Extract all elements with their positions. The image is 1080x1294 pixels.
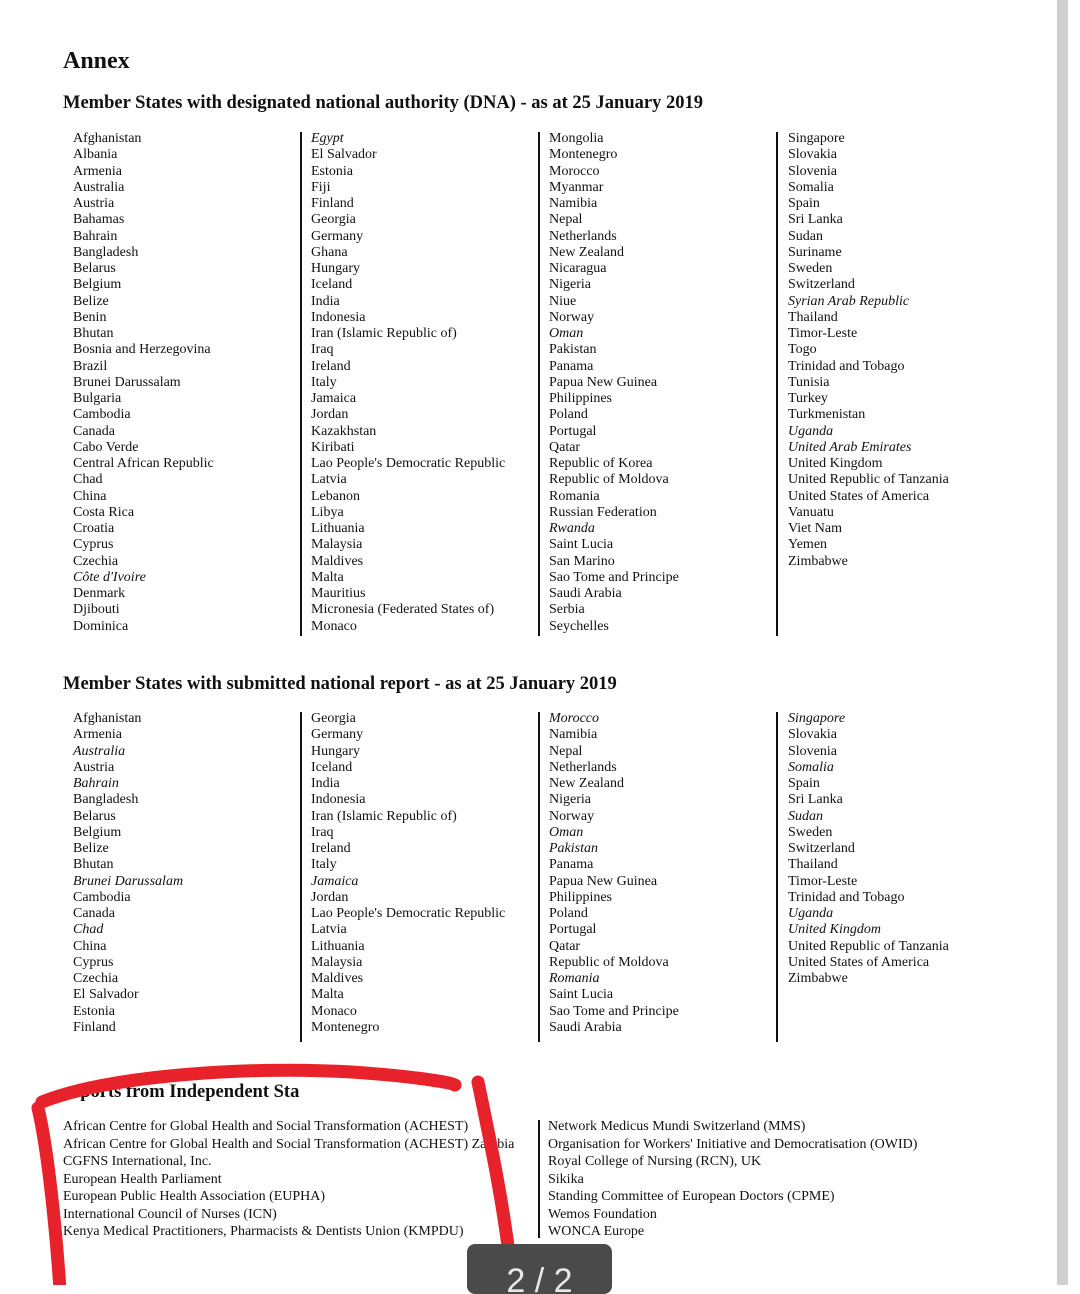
- scrollbar-thumb[interactable]: [1057, 0, 1068, 1285]
- country-item: Maldives: [311, 971, 364, 986]
- country-item: United Republic of Tanzania: [788, 472, 949, 488]
- country-item: Zimbabwe: [788, 553, 848, 569]
- country-item: Thailand: [788, 309, 838, 325]
- country-item: Sri Lanka: [788, 792, 843, 808]
- country-item: Kazakhstan: [311, 423, 377, 439]
- country-item: Saint Lucia: [549, 537, 614, 553]
- country-item: Libya: [311, 504, 344, 520]
- country-item: Lithuania: [311, 938, 365, 954]
- dna-column-2: [311, 131, 505, 635]
- country-item: Germany: [311, 727, 364, 743]
- stakeholder-report-item: Organisation for Workers' Initiative and Democratisation (OWID): [548, 1136, 918, 1152]
- country-item: Jordan: [311, 889, 349, 905]
- country-item: Cyprus: [73, 537, 114, 553]
- stakeholder-report-item: Wemos Foundation: [548, 1206, 657, 1222]
- country-item: Romania: [549, 488, 600, 504]
- country-item: Belarus: [73, 261, 116, 276]
- stakeholder-report-item: African Centre for Global Health and Social Transformation (ACHEST) Zambia: [63, 1136, 515, 1152]
- country-item: Slovenia: [788, 163, 837, 179]
- country-item: Egypt: [311, 131, 344, 146]
- country-item: Chad: [73, 922, 104, 938]
- country-item: Australia: [73, 743, 126, 759]
- stakeholder-report-item: Kenya Medical Practitioners, Pharmacists & Dentists Union (KMPDU): [63, 1224, 464, 1239]
- country-item: Bhutan: [73, 857, 114, 873]
- country-item: Costa Rica: [73, 504, 135, 520]
- stakeholder-report-item: International Council of Nurses (ICN): [63, 1206, 277, 1222]
- country-item: Maldives: [311, 553, 364, 569]
- country-item: Italy: [311, 857, 337, 873]
- country-item: Cambodia: [73, 889, 131, 905]
- country-item: Indonesia: [311, 309, 366, 325]
- country-item: China: [73, 488, 107, 504]
- independent-section-heading: eports from Independent Sta: [72, 1082, 300, 1102]
- country-item: Malaysia: [311, 954, 363, 970]
- column-divider: [538, 132, 540, 636]
- country-item: Lao People's Democratic Republic: [311, 456, 506, 471]
- country-item: Armenia: [73, 163, 122, 179]
- country-item: Sudan: [788, 808, 823, 824]
- country-item: Ireland: [311, 841, 351, 856]
- country-item: United States of America: [788, 488, 930, 504]
- country-item: Slovakia: [788, 727, 837, 743]
- country-item: Sao Tome and Principe: [549, 1003, 679, 1019]
- country-item: Jamaica: [311, 391, 357, 406]
- stakeholder-report-item: Standing Committee of European Doctors (CPME): [548, 1189, 835, 1204]
- country-item: Portugal: [549, 423, 597, 439]
- country-item: Sri Lanka: [788, 212, 843, 228]
- country-item: Papua New Guinea: [549, 873, 658, 889]
- page-title: Annex: [63, 48, 130, 74]
- country-item: Suriname: [788, 244, 842, 260]
- country-item: Belgium: [73, 824, 122, 840]
- country-item: Saint Lucia: [549, 987, 614, 1003]
- country-item: Austria: [73, 196, 115, 211]
- country-item: Montenegro: [311, 1019, 380, 1035]
- country-item: Jordan: [311, 407, 349, 423]
- country-item: Malta: [311, 987, 344, 1003]
- country-item: Dominica: [73, 618, 129, 634]
- country-item: Rwanda: [549, 521, 595, 536]
- country-item: Morocco: [549, 163, 600, 179]
- stakeholder-report-item: CGFNS International, Inc.: [63, 1154, 212, 1169]
- country-item: Hungary: [311, 743, 360, 759]
- country-item: Namibia: [549, 196, 598, 211]
- country-item: Saudi Arabia: [549, 1019, 622, 1035]
- country-item: Philippines: [549, 889, 613, 905]
- reports-section-heading: Member States with submitted national report - as at 25 January 2019: [63, 674, 617, 694]
- country-item: Armenia: [73, 727, 122, 743]
- country-item: New Zealand: [549, 776, 625, 791]
- country-item: India: [311, 776, 340, 791]
- country-item: Albania: [73, 147, 118, 163]
- country-item: Trinidad and Tobago: [788, 889, 905, 905]
- country-item: Switzerland: [788, 277, 855, 293]
- country-item: Yemen: [788, 537, 828, 553]
- country-item: Turkmenistan: [788, 407, 866, 423]
- country-item: Malta: [311, 569, 344, 585]
- country-item: Cambodia: [73, 407, 131, 423]
- country-item: Saudi Arabia: [549, 586, 622, 601]
- country-item: United Arab Emirates: [788, 439, 912, 455]
- column-divider: [776, 132, 778, 636]
- country-item: Malaysia: [311, 537, 363, 553]
- dna-section-heading: Member States with designated national authority (DNA) - as at 25 January 2019: [63, 93, 703, 113]
- country-item: India: [311, 293, 340, 309]
- country-item: Trinidad and Tobago: [788, 358, 905, 374]
- country-item: Somalia: [788, 759, 834, 775]
- reports-column-3: [549, 711, 679, 1036]
- country-item: Chad: [73, 472, 103, 488]
- country-item: United Republic of Tanzania: [788, 938, 949, 954]
- country-item: Sweden: [788, 261, 833, 276]
- country-item: Bosnia and Herzegovina: [73, 342, 211, 358]
- country-item: Morocco: [549, 711, 600, 726]
- country-item: Estonia: [311, 163, 353, 179]
- country-item: Qatar: [549, 938, 581, 954]
- country-item: Cyprus: [73, 954, 114, 970]
- country-item: Panama: [549, 857, 594, 873]
- country-item: Romania: [549, 971, 600, 986]
- country-item: United Kingdom: [788, 456, 883, 471]
- country-item: Montenegro: [549, 147, 618, 163]
- column-divider: [776, 712, 778, 1042]
- country-item: Italy: [311, 374, 337, 390]
- country-item: Canada: [73, 906, 115, 921]
- country-item: Afghanistan: [73, 131, 142, 146]
- country-item: Bangladesh: [73, 792, 139, 808]
- country-item: Monaco: [311, 1003, 357, 1019]
- country-item: Czechia: [73, 971, 119, 986]
- country-item: Benin: [73, 309, 107, 325]
- country-item: Jamaica: [311, 873, 359, 889]
- country-item: Côte d'Ivoire: [73, 569, 146, 585]
- page-indicator: 2 / 2: [467, 1244, 612, 1294]
- country-item: Lithuania: [311, 521, 365, 536]
- country-item: Myanmar: [549, 179, 604, 195]
- country-item: Australia: [73, 179, 125, 195]
- country-item: Panama: [549, 358, 594, 374]
- country-item: Monaco: [311, 618, 357, 634]
- country-item: Iceland: [311, 759, 353, 775]
- stakeholder-report-item: Network Medicus Mundi Switzerland (MMS): [548, 1119, 806, 1134]
- country-item: Uganda: [788, 423, 834, 439]
- country-item: Finland: [73, 1019, 116, 1035]
- country-item: Austria: [73, 759, 115, 775]
- country-item: Cabo Verde: [73, 439, 139, 455]
- country-item: Singapore: [788, 131, 845, 146]
- country-item: Bahamas: [73, 212, 125, 228]
- country-item: Estonia: [73, 1003, 115, 1019]
- country-item: Slovenia: [788, 743, 837, 759]
- country-item: Iraq: [311, 342, 334, 358]
- country-item: Bulgaria: [73, 391, 122, 406]
- country-item: Lao People's Democratic Republic: [311, 906, 506, 921]
- country-item: Niue: [549, 293, 577, 309]
- country-item: Fiji: [311, 179, 331, 195]
- dna-column-1: [73, 131, 214, 635]
- country-item: Denmark: [73, 586, 126, 601]
- country-item: Hungary: [311, 261, 360, 276]
- reports-column-4: [788, 711, 949, 987]
- reports-column-2: [311, 711, 505, 1036]
- country-item: Kiribati: [311, 439, 355, 455]
- country-item: Pakistan: [549, 342, 597, 358]
- country-item: Netherlands: [549, 759, 617, 775]
- country-item: Bhutan: [73, 326, 114, 341]
- country-item: Norway: [549, 808, 595, 824]
- country-item: Nicaragua: [549, 261, 607, 276]
- stakeholder-report-item: Sikika: [548, 1171, 584, 1187]
- country-item: Latvia: [311, 472, 347, 488]
- country-item: Canada: [73, 423, 115, 439]
- country-item: United States of America: [788, 954, 930, 970]
- country-item: Qatar: [549, 439, 581, 455]
- dna-column-3: [549, 131, 679, 635]
- reports-column-1: [73, 711, 183, 1036]
- country-item: Nigeria: [549, 277, 591, 293]
- country-item: Spain: [788, 776, 820, 791]
- country-item: Lebanon: [311, 488, 360, 504]
- country-item: Nigeria: [549, 792, 591, 808]
- country-item: Singapore: [788, 711, 846, 726]
- country-item: Thailand: [788, 857, 838, 873]
- country-item: Seychelles: [549, 618, 609, 634]
- country-item: Ireland: [311, 358, 351, 374]
- country-item: Sweden: [788, 824, 833, 840]
- country-item: United Kingdom: [788, 922, 881, 938]
- country-item: Togo: [788, 342, 817, 358]
- country-item: Central African Republic: [73, 456, 214, 471]
- country-item: Micronesia (Federated States of): [311, 602, 495, 618]
- stakeholder-report-item: European Public Health Association (EUPHA): [63, 1189, 326, 1204]
- country-item: Sao Tome and Principe: [549, 569, 679, 585]
- country-item: Sudan: [788, 228, 823, 244]
- country-item: Indonesia: [311, 792, 366, 808]
- country-item: Slovakia: [788, 147, 837, 163]
- country-item: Switzerland: [788, 841, 855, 856]
- column-divider: [538, 1120, 540, 1238]
- country-item: Brazil: [73, 358, 108, 374]
- country-item: Belize: [73, 293, 109, 309]
- country-item: Brunei Darussalam: [73, 873, 184, 889]
- country-item: Tunisia: [788, 374, 830, 390]
- country-item: Poland: [549, 906, 588, 921]
- stakeholder-report-item: European Health Parliament: [63, 1171, 222, 1187]
- country-item: Turkey: [788, 391, 828, 406]
- country-item: Brunei Darussalam: [73, 374, 181, 390]
- country-item: Zimbabwe: [788, 971, 848, 986]
- country-item: Oman: [549, 824, 584, 840]
- country-item: Republic of Moldova: [549, 954, 669, 970]
- country-item: Portugal: [549, 922, 597, 938]
- country-item: Bahrain: [73, 776, 119, 791]
- country-item: Iran (Islamic Republic of): [311, 808, 457, 824]
- country-item: Pakistan: [549, 841, 598, 856]
- country-item: Bahrain: [73, 228, 118, 244]
- country-item: Viet Nam: [788, 521, 842, 536]
- column-divider: [300, 712, 302, 1042]
- country-item: Belgium: [73, 277, 122, 293]
- country-item: Uganda: [788, 906, 834, 921]
- independent-reports-right: [548, 1118, 917, 1241]
- country-item: Finland: [311, 196, 354, 211]
- column-divider: [300, 132, 302, 636]
- country-item: El Salvador: [73, 987, 139, 1003]
- country-item: Serbia: [549, 602, 585, 618]
- country-item: Nepal: [549, 743, 583, 759]
- country-item: Georgia: [311, 212, 356, 228]
- country-item: Bangladesh: [73, 244, 139, 260]
- country-item: Georgia: [311, 711, 356, 726]
- country-item: Somalia: [788, 179, 834, 195]
- country-item: Poland: [549, 407, 588, 423]
- stakeholder-report-item: WONCA Europe: [548, 1224, 645, 1239]
- country-item: Republic of Korea: [549, 456, 653, 471]
- country-item: San Marino: [549, 553, 615, 569]
- country-item: New Zealand: [549, 244, 625, 260]
- country-item: Iraq: [311, 824, 334, 840]
- country-item: Iceland: [311, 277, 353, 293]
- country-item: El Salvador: [311, 147, 377, 163]
- country-item: Afghanistan: [73, 711, 142, 726]
- country-item: Mongolia: [549, 131, 604, 146]
- country-item: Namibia: [549, 727, 598, 743]
- country-item: Germany: [311, 228, 364, 244]
- country-item: Timor-Leste: [788, 873, 858, 889]
- country-item: Ghana: [311, 244, 348, 260]
- stakeholder-report-item: African Centre for Global Health and Social Transformation (ACHEST): [63, 1119, 469, 1134]
- stakeholder-report-item: Royal College of Nursing (RCN), UK: [548, 1154, 762, 1169]
- country-item: Djibouti: [73, 602, 120, 618]
- country-item: Vanuatu: [788, 504, 834, 520]
- country-item: Czechia: [73, 553, 119, 569]
- country-item: China: [73, 938, 107, 954]
- country-item: Belarus: [73, 808, 116, 824]
- column-divider: [538, 712, 540, 1042]
- country-item: Timor-Leste: [788, 326, 858, 341]
- country-item: Syrian Arab Republic: [788, 293, 910, 309]
- dna-column-4: [788, 131, 949, 570]
- country-item: Nepal: [549, 212, 583, 228]
- country-item: Croatia: [73, 521, 115, 536]
- independent-reports-left: [63, 1118, 514, 1241]
- country-item: Republic of Moldova: [549, 472, 669, 488]
- country-item: Netherlands: [549, 228, 617, 244]
- country-item: Mauritius: [311, 586, 366, 601]
- country-item: Norway: [549, 309, 595, 325]
- country-item: Iran (Islamic Republic of): [311, 326, 457, 341]
- country-item: Oman: [549, 326, 584, 341]
- country-item: Latvia: [311, 922, 347, 938]
- country-item: Philippines: [549, 391, 613, 406]
- country-item: Russian Federation: [549, 504, 657, 520]
- country-item: Spain: [788, 196, 820, 211]
- country-item: Belize: [73, 841, 109, 856]
- country-item: Papua New Guinea: [549, 374, 658, 390]
